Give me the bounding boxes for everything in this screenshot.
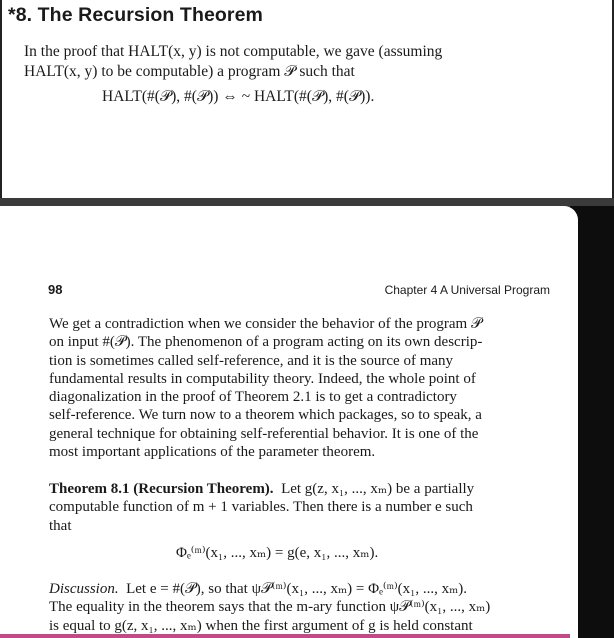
- halt-formula: HALT(#(𝒫), #(𝒫)) ⇔ ~ HALT(#(𝒫), #(𝒫)).: [102, 88, 375, 105]
- discussion-line: is equal to g(z, x₁, ..., xₘ) when the first argument of g is held constant: [49, 617, 473, 634]
- discussion-first-line: [49, 580, 553, 598]
- discussion-line: The equality in the theorem says that the m-ary function ψ𝒫⁽ᵐ⁾(x₁, ..., xₘ): [49, 599, 491, 616]
- body-line: most important applications of the parameter theorem.: [49, 444, 376, 461]
- body-line: self-reference. We turn now to a theorem which packages, so to speak, a: [49, 407, 482, 424]
- page-number: 98: [48, 282, 63, 297]
- top-page-fragment: [0, 0, 614, 198]
- bottom-edge-rule: [0, 634, 570, 638]
- discussion-label: Discussion.: [49, 581, 119, 597]
- theorem-line: computable function of m + 1 variables. Then there is a number e such: [49, 499, 473, 516]
- section-heading: *8. The Recursion Theorem: [8, 4, 263, 26]
- discussion-line: Let e = #(𝒫), so that ψ𝒫⁽ᵐ⁾(x₁, ..., xₘ) = Φₑ⁽ᵐ⁾(x₁, ..., xₘ).: [126, 581, 468, 597]
- theorem-first-line: [49, 480, 553, 498]
- body-line: fundamental results in computability theory. Indeed, the whole point of: [49, 370, 476, 387]
- body-line: general technique for obtaining self-referential behavior. It is one of the: [49, 425, 479, 442]
- running-head: Chapter 4 A Universal Program: [384, 283, 550, 297]
- body-line: We get a contradiction when we consider the behavior of the program 𝒫: [49, 316, 482, 332]
- discussion-paragraph: [49, 580, 553, 635]
- recursion-formula: Φₑ⁽ᵐ⁾(x₁, ..., xₘ) = g(e, x₁, ..., xₘ).: [176, 545, 379, 561]
- body-line: diagonalization in the proof of Theorem 2.1 is to get a contradictory: [49, 389, 457, 406]
- body-paragraph: [49, 315, 553, 461]
- theorem-label: Theorem 8.1 (Recursion Theorem).: [49, 481, 274, 497]
- intro-paragraph: [24, 42, 534, 82]
- body-line: tion is sometimes called self-reference, and it is the source of many: [49, 352, 454, 369]
- intro-line: HALT(x, y) to be computable) a program 𝒫 such that: [24, 63, 355, 80]
- theorem-8-1: [49, 480, 553, 535]
- body-line: on input #(𝒫). The phenomenon of a program acting on its own descrip-: [49, 334, 483, 351]
- theorem-line: Let g(z, x₁, ..., xₘ) be a partially: [281, 481, 475, 497]
- intro-line: In the proof that HALT(x, y) is not computable, we gave (assuming: [24, 43, 443, 60]
- theorem-line: that: [49, 517, 72, 534]
